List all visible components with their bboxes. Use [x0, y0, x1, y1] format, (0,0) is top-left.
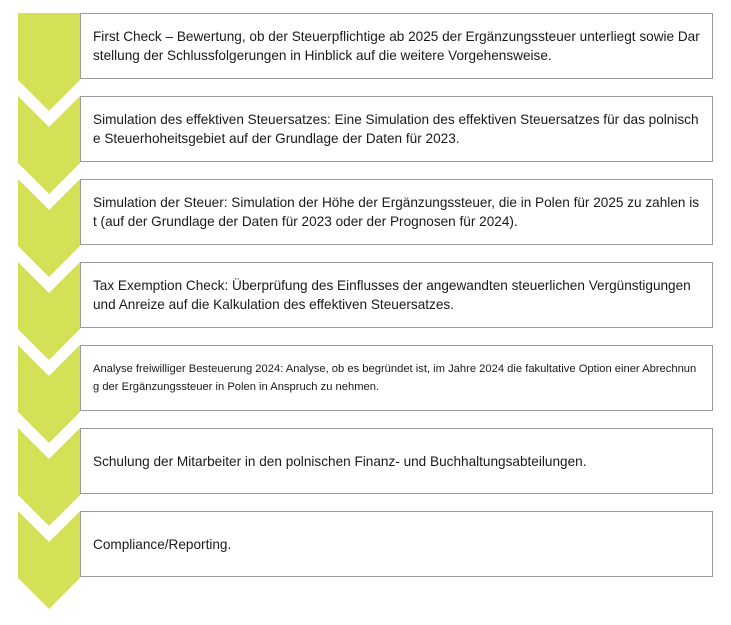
- process-step-5: [80, 345, 713, 411]
- process-step-3: [80, 179, 713, 245]
- process-step-7-text: Compliance/Reporting.: [93, 536, 232, 552]
- process-step-6-text: Schulung der Mitarbeiter in den polnischen Finanz- und Buchhaltungsabteilungen.: [93, 453, 587, 469]
- process-step-4: [80, 262, 713, 328]
- process-step-6: [80, 428, 713, 494]
- process-step-5-text: Analyse freiwilliger Besteuerung 2024: Analyse, ob es begründet ist, im Jahre 2024 die fakultative Option einer Abrechnung der Ergänzungssteuer in Polen in Anspruch zu nehmen.: [93, 363, 697, 393]
- process-step-3-text: Simulation der Steuer: Simulation der Höhe der Ergänzungssteuer, die in Polen für 2025 zu zahlen ist (auf der Grundlage der Daten für 2023 oder der Prognosen für 2024).: [93, 195, 700, 229]
- process-step-1-text: First Check – Bewertung, ob der Steuerpflichtige ab 2025 der Ergänzungssteuer unterliegt sowie Darstellung der Schlussfolgerungen in Hinblick auf die weitere Vorgehensweise.: [93, 29, 700, 63]
- chevron-arrow-1-icon: [18, 13, 80, 111]
- process-step-2: [80, 96, 713, 162]
- process-step-7: [80, 511, 713, 577]
- process-step-1: [80, 13, 713, 79]
- process-step-2-text: Simulation des effektiven Steuersatzes: Eine Simulation des effektiven Steuersatzes für das polnische Steuerhoheitsgebiet auf der Grundlage der Daten für 2023.: [93, 112, 699, 146]
- process-step-4-text: Tax Exemption Check: Überprüfung des Einflusses der angewandten steuerlichen Vergünstigungen und Anreize auf die Kalkulation des effektiven Steuersatzes.: [93, 278, 691, 312]
